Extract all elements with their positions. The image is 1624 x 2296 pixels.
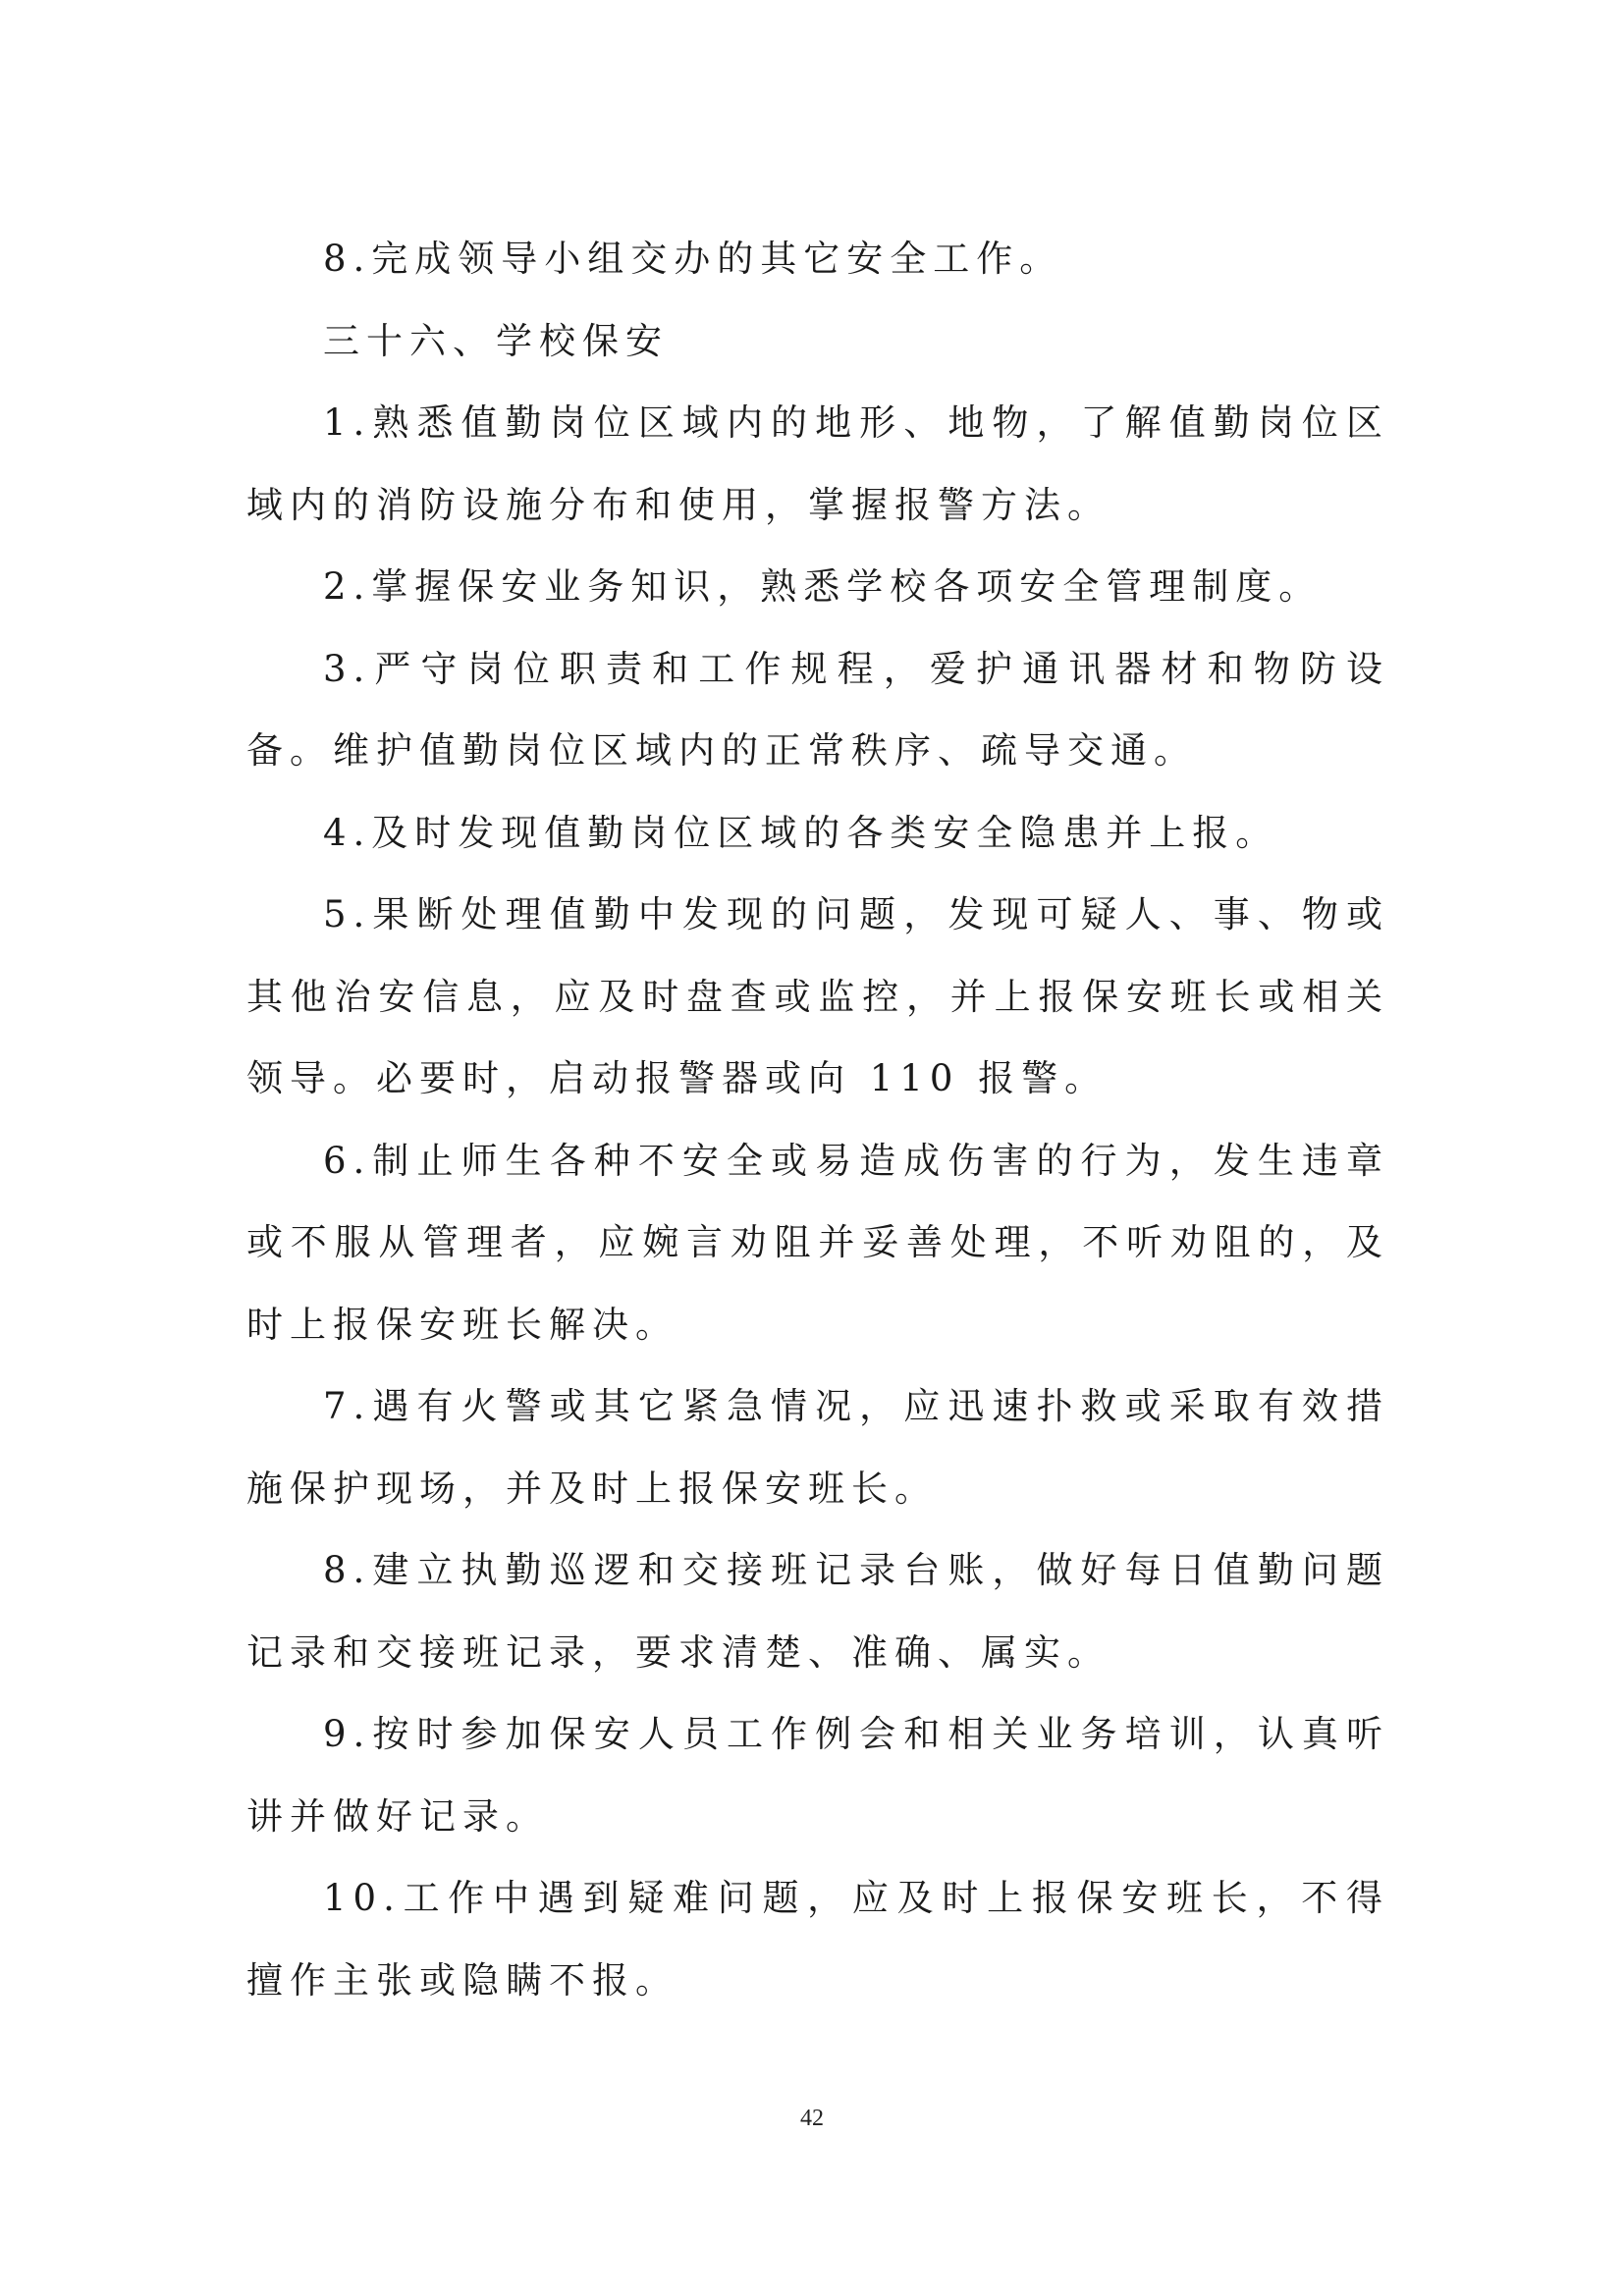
page-number: 42 [800,2106,824,2131]
paragraph-item-8: 8.建立执勤巡逻和交接班记录台账，做好每日值勤问题记录和交接班记录，要求清楚、准确、属实。 [246,1549,1389,1674]
section-heading-school-security: 三十六、学校保安 [323,319,669,362]
paragraph-item-7: 7.遇有火警或其它紧急情况，应迅速扑救或采取有效措施保护现场，并及时上报保安班长。 [246,1385,1389,1510]
paragraph-item-6: 6.制止师生各种不安全或易造成伤害的行为，发生违章或不服从管理者，应婉言劝阻并妥善处理，不听劝阻的，及时上报保安班长解决。 [246,1139,1389,1346]
paragraph-item-9: 9.按时参加保安人员工作例会和相关业务培训，认真听讲并做好记录。 [246,1713,1389,1838]
paragraph-item-2: 2.掌握保安业务知识，熟悉学校各项安全管理制度。 [323,565,1323,608]
paragraph-item-1: 1.熟悉值勤岗位区域内的地形、地物，了解值勤岗位区域内的消防设施分布和使用，掌握报警方法。 [246,401,1389,526]
paragraph-item-4: 4.及时发现值勤岗位区域的各类安全隐患并上报。 [323,811,1279,854]
paragraph-item-5: 5.果断处理值勤中发现的问题，发现可疑人、事、物或其他治安信息，应及时盘查或监控，并上报保安班长或相关领导。必要时，启动报警器或向 110 报警。 [246,893,1389,1099]
paragraph-item-3: 3.严守岗位职责和工作规程，爱护通讯器材和物防设备。维护值勤岗位区域内的正常秩序、疏导交通。 [246,647,1389,772]
document-body [246,218,1389,2021]
paragraph-item-8-complete-tasks: 8.完成领导小组交办的其它安全工作。 [323,238,1063,280]
paragraph-item-10: 10.工作中遇到疑难问题，应及时上报保安班长，不得擅作主张或隐瞒不报。 [246,1877,1389,2002]
